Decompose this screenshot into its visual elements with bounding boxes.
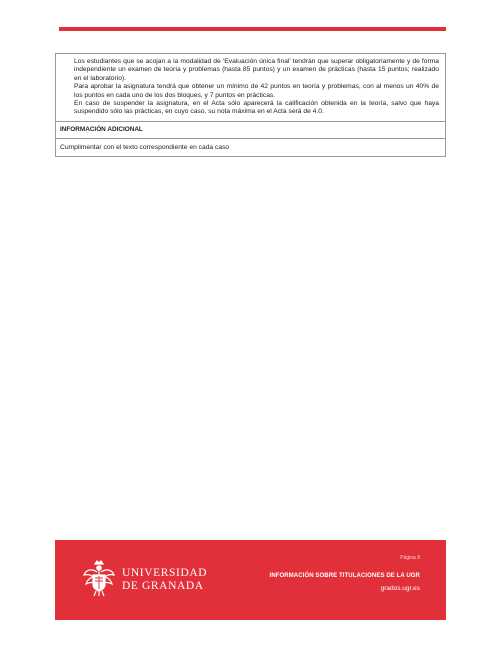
additional-info-text: Cumplimentar con el texto correspondiente en cada caso xyxy=(60,143,230,151)
evaluation-paragraph: Para aprobar la asignatura tendrá que obtener un mínimo de 42 puntos en teoría y problemas, con al menos un 40% de los puntos en cada uno de los dos bloques, y 7 puntos en prácticas. xyxy=(74,83,439,99)
evaluation-paragraph: En caso de suspender la asignatura, en el Acta sólo aparecerá la calificación obtenida en la teoría, salvo que haya suspendido sólo las prácticas, en cuyo caso, su nota máxima en el Acta será de 4.0. xyxy=(74,100,439,116)
university-crest-icon xyxy=(82,558,116,598)
footer-banner xyxy=(55,540,446,620)
university-name-line1: UNIVERSIDAD xyxy=(122,567,208,579)
titulaciones-info: INFORMACIÓN SOBRE TITULACIONES DE LA UGR xyxy=(269,573,420,579)
university-name xyxy=(122,567,207,593)
header-accent-bar xyxy=(59,27,446,31)
university-name-line2: DE GRANADA xyxy=(122,580,204,592)
additional-info-heading: INFORMACIÓN ADICIONAL xyxy=(56,122,445,139)
evaluation-text-cell xyxy=(56,54,445,122)
content-table xyxy=(55,53,446,157)
page-number: Página 8 xyxy=(400,555,420,561)
evaluation-paragraph: Los estudiantes que se acojan a la modalidad de ‘Evaluación única final’ tendrán que superar obligatoriamente y de forma independiente un examen de teoría y problemas (hasta 85 puntos) y un examen de prácticas (hasta 15 puntos; realizado en el laboratorio). xyxy=(74,58,439,82)
website-link[interactable]: grados.ugr.es xyxy=(380,585,420,592)
